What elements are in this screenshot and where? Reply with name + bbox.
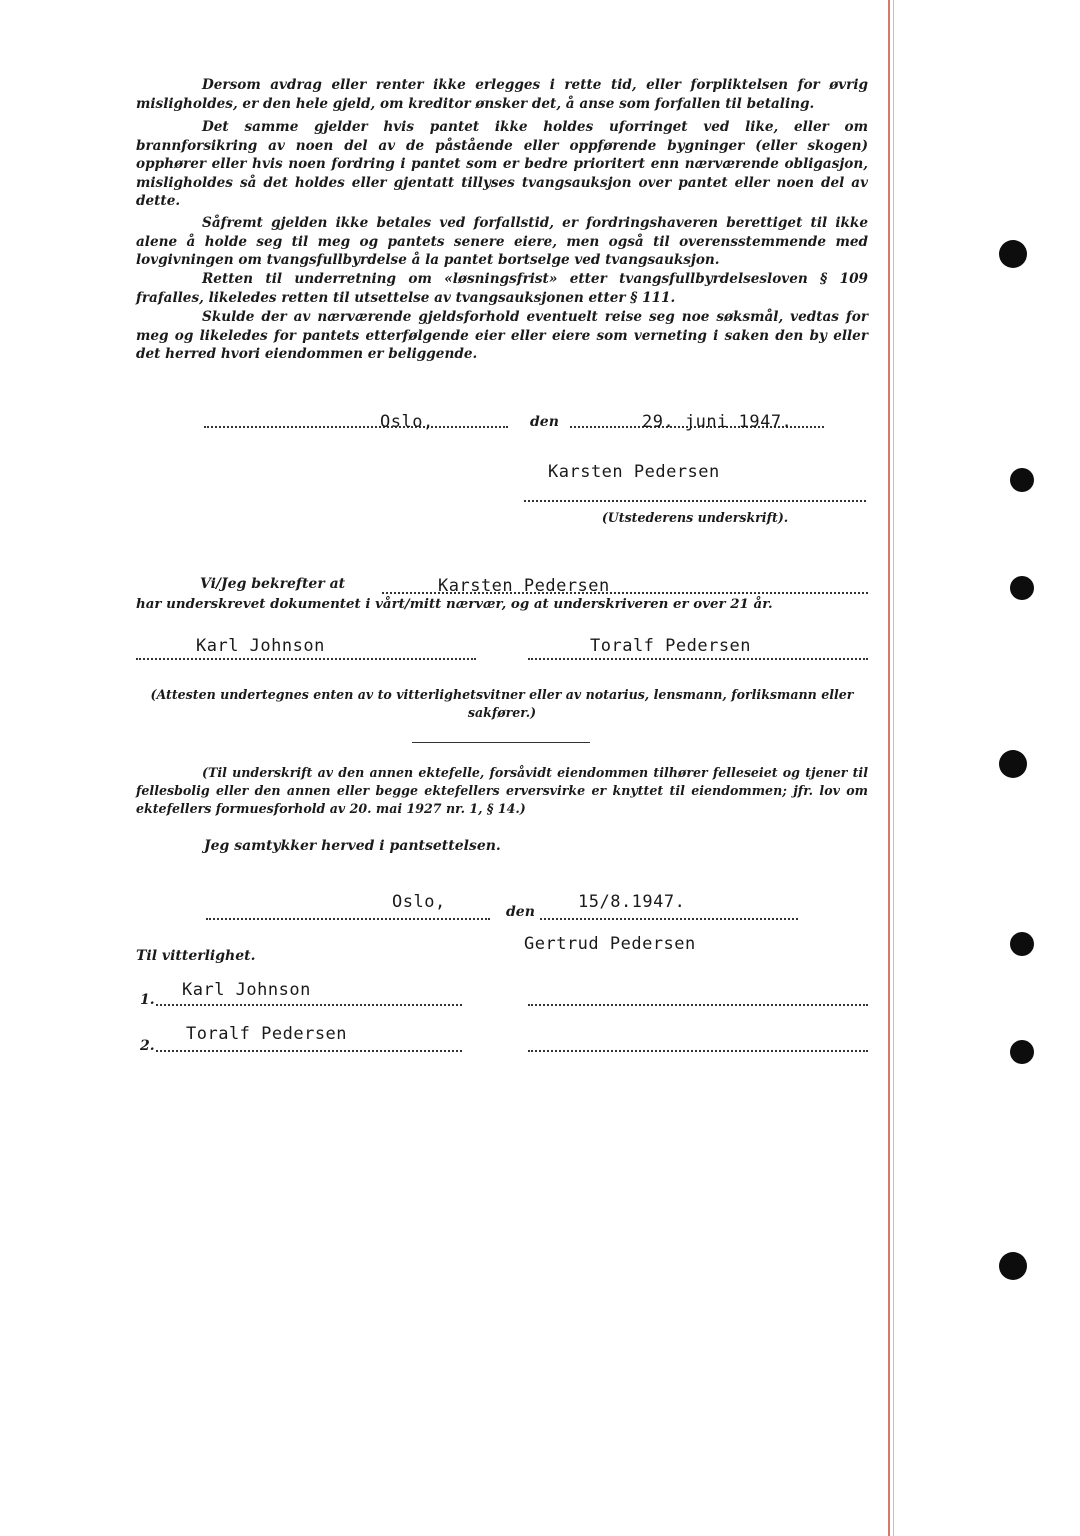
spouse-signature: Gertrud Pedersen <box>524 934 696 954</box>
punch-hole <box>999 750 1027 778</box>
witness-signature-2: Toralf Pedersen <box>590 636 752 656</box>
spouse-witness-line-2b <box>528 1050 868 1052</box>
clause-forced-sale: Såfremt gjelden ikke betales ved forfallstid, er fordringshaveren berettiget til ikke alene å holde seg til meg og pantets senere eiere, men også til overensstemmende med lovgivningen om tvangsfullbyrdelse å la pantet bortselge ved tvangsauksjon. <box>136 215 868 269</box>
spouse-place-line <box>206 918 490 920</box>
spouse-date-line <box>540 918 798 920</box>
attested-name: Karsten Pedersen <box>438 576 610 596</box>
separator-line <box>412 742 590 743</box>
issuer-signature-caption: (Utstederens underskrift). <box>601 510 789 525</box>
punch-hole <box>1010 576 1034 600</box>
clause-default: Dersom avdrag eller renter ikke erlegges i rette tid, eller forpliktelsen for øvrig misligholdes, er den hele gjeld, om kreditor ønsker det, å anse som forfallen til betaling. <box>136 77 868 112</box>
witness-heading: Til vitterlighet. <box>136 948 256 964</box>
clause-maintenance: Det samme gjelder hvis pantet ikke holdes uforringet ved like, eller om brannforsikring av noen del av de påstående eller oppførende bygninger (eller skogen) opphører eller hvis noen fordring i pantet som er bedre prioritert enn nærværende obligasjon, misligholdes så det holdes eller gjentatt tillyses tvangsauksjon over pantet eller noen del av dette. <box>136 119 868 210</box>
place-dotted-line <box>204 426 508 428</box>
page-margin-rule <box>888 0 890 1536</box>
issuer-signature: Karsten Pedersen <box>548 462 720 482</box>
punch-hole <box>999 1252 1027 1280</box>
punch-hole <box>1010 1040 1034 1064</box>
spouse-consent: Jeg samtykker herved i pantsettelsen. <box>204 838 501 854</box>
spouse-note: (Til underskrift av den annen ektefelle, forsåvidt eiendommen tilhører felleseiet og tjener til fellesbolig eller den annen eller begge ektefellers erversvirke er knyttet til eiendommen; jfr. lov om ektefellers formuesforhold av 20. mai 1927 nr. 1, § 14.) <box>136 765 868 816</box>
spouse-place: Oslo, <box>392 892 446 912</box>
clause-jurisdiction: Skulde der av nærværende gjeldsforhold eventuelt reise seg noe søksmål, vedtas for meg og likeledes for pantets etterfølgende eier eller eiere som verneting i saken den by eller det herred hvori eiendommen er beliggende. <box>136 309 868 363</box>
attestation-prefix: Vi/Jeg bekrefter at <box>200 576 346 592</box>
punch-hole <box>1010 932 1034 956</box>
issue-place: Oslo, <box>380 412 434 432</box>
spouse-witness-line-1b <box>528 1004 868 1006</box>
spouse-witness-line-1 <box>156 1004 462 1006</box>
punch-hole <box>999 240 1027 268</box>
attestation-note: (Attesten undertegnes enten av to vitterlighetsvitner eller av notarius, lensmann, forliksmann eller sakfører.) <box>150 687 854 720</box>
spouse-witness-line-2 <box>156 1050 462 1052</box>
witness-line-2 <box>528 658 868 660</box>
witness-line-1 <box>136 658 476 660</box>
spouse-den-label: den <box>506 904 535 920</box>
page-margin-rule-shadow <box>893 0 894 1536</box>
spouse-witness-signature-2: Toralf Pedersen <box>186 1024 348 1044</box>
witness-number-2: 2. <box>140 1038 155 1054</box>
witness-number-1: 1. <box>140 992 155 1008</box>
issue-date: 29. juni 1947. <box>642 412 793 432</box>
issuer-signature-line <box>524 500 866 502</box>
spouse-witness-signature-1: Karl Johnson <box>182 980 311 1000</box>
issue-den-label: den <box>530 414 559 430</box>
witness-signature-1: Karl Johnson <box>196 636 325 656</box>
punch-hole <box>1010 468 1034 492</box>
clause-notice-waiver: Retten til underretning om «løsningsfrist» etter tvangsfullbyrdelsesloven § 109 frafalles, likeledes retten til utsettelse av tvangsauksjonen etter § 111. <box>136 271 868 306</box>
spouse-date: 15/8.1947. <box>578 892 686 912</box>
attestation-statement: har underskrevet dokumentet i vårt/mitt nærvær, og at underskriveren er over 21 år. <box>136 596 773 612</box>
